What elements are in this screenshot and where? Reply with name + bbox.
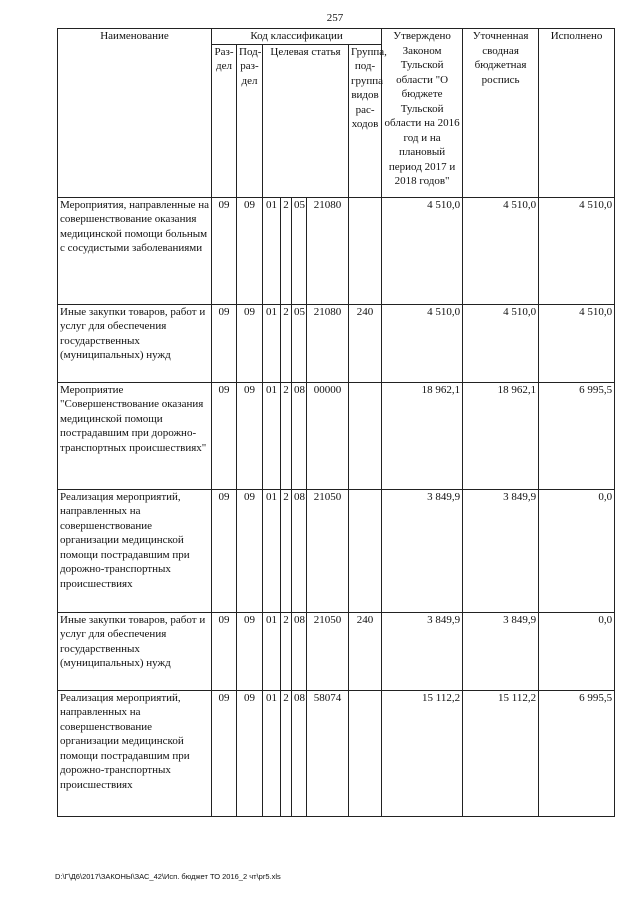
row-name: Иные закупки товаров, работ и услуг для обеспечения государственных (муниципальных) нужд	[58, 612, 212, 690]
row-razdel: 09	[212, 489, 237, 612]
row-target-subprogram: 2	[281, 489, 292, 612]
row-refined: 4 510,0	[463, 197, 539, 304]
row-target-subprogram: 2	[281, 304, 292, 382]
header-razdel: Раз-дел	[212, 44, 237, 197]
row-refined: 15 112,2	[463, 690, 539, 816]
row-podrazdel: 09	[237, 197, 263, 304]
header-executed: Исполнено	[539, 29, 615, 198]
row-approved: 4 510,0	[382, 197, 463, 304]
header-row-1	[58, 29, 615, 45]
row-podrazdel: 09	[237, 489, 263, 612]
row-target-event: 08	[292, 612, 307, 690]
row-executed: 0,0	[539, 612, 615, 690]
row-refined: 4 510,0	[463, 304, 539, 382]
row-executed: 4 510,0	[539, 304, 615, 382]
row-approved: 4 510,0	[382, 304, 463, 382]
row-name: Мероприятие "Совершенствование оказания медицинской помощи пострадавшим при дорожно-транспортных происшествиях"	[58, 382, 212, 489]
row-razdel: 09	[212, 612, 237, 690]
row-target-direction: 58074	[307, 690, 349, 816]
row-target-event: 08	[292, 690, 307, 816]
row-name: Реализация мероприятий, направленных на совершенствование организации медицинской помощи пострадавшим при дорожно-транспортных происшествиях	[58, 690, 212, 816]
table-row	[58, 690, 615, 816]
row-podrazdel: 09	[237, 382, 263, 489]
table-row	[58, 489, 615, 612]
row-target-program: 01	[263, 382, 281, 489]
row-approved: 15 112,2	[382, 690, 463, 816]
header-name: Наименование	[58, 29, 212, 198]
row-target-direction: 21050	[307, 489, 349, 612]
row-target-program: 01	[263, 304, 281, 382]
row-target-direction: 21080	[307, 304, 349, 382]
row-target-subprogram: 2	[281, 690, 292, 816]
row-target-direction: 21050	[307, 612, 349, 690]
row-group: 240	[349, 612, 382, 690]
header-refined: Уточненная сводная бюджетная роспись	[463, 29, 539, 198]
row-target-direction: 21080	[307, 197, 349, 304]
table-row	[58, 382, 615, 489]
row-refined: 3 849,9	[463, 489, 539, 612]
header-group: Группа, под-группа видов рас-ходов	[349, 44, 382, 197]
header-code-group: Код классификации	[212, 29, 382, 45]
row-approved: 3 849,9	[382, 489, 463, 612]
row-name: Мероприятия, направленные на совершенствование оказания медицинской помощи больным с сосудистыми заболеваниями	[58, 197, 212, 304]
row-approved: 18 962,1	[382, 382, 463, 489]
row-razdel: 09	[212, 690, 237, 816]
row-target-event: 05	[292, 304, 307, 382]
row-target-program: 01	[263, 489, 281, 612]
row-target-subprogram: 2	[281, 197, 292, 304]
row-razdel: 09	[212, 197, 237, 304]
row-executed: 6 995,5	[539, 382, 615, 489]
row-target-program: 01	[263, 612, 281, 690]
row-podrazdel: 09	[237, 612, 263, 690]
row-name: Реализация мероприятий, направленных на совершенствование организации медицинской помощи пострадавшим при дорожно-транспортных происшествиях	[58, 489, 212, 612]
table-row	[58, 197, 615, 304]
row-executed: 0,0	[539, 489, 615, 612]
row-target-event: 05	[292, 197, 307, 304]
row-approved: 3 849,9	[382, 612, 463, 690]
table-row	[58, 612, 615, 690]
page-number: 257	[326, 12, 344, 24]
budget-table	[57, 28, 615, 817]
file-path-footer: D:\Г\Д6\2017\ЗАКОНЫ\ЗАС_42\Исп. бюджет ТО 2016_2 чт\pr5.xls	[55, 872, 281, 881]
row-group	[349, 197, 382, 304]
row-razdel: 09	[212, 304, 237, 382]
header-target: Целевая статья	[263, 44, 349, 197]
row-group	[349, 382, 382, 489]
header-approved: Утверждено Законом Тульской области "О бюджете Тульской области на 2016 год и на плановый период 2017 и 2018 годов"	[382, 29, 463, 198]
row-group	[349, 489, 382, 612]
row-target-event: 08	[292, 382, 307, 489]
row-podrazdel: 09	[237, 304, 263, 382]
row-group: 240	[349, 304, 382, 382]
row-razdel: 09	[212, 382, 237, 489]
row-refined: 18 962,1	[463, 382, 539, 489]
row-target-program: 01	[263, 197, 281, 304]
row-podrazdel: 09	[237, 690, 263, 816]
row-target-subprogram: 2	[281, 612, 292, 690]
table-row	[58, 304, 615, 382]
row-target-subprogram: 2	[281, 382, 292, 489]
row-executed: 6 995,5	[539, 690, 615, 816]
row-refined: 3 849,9	[463, 612, 539, 690]
row-name: Иные закупки товаров, работ и услуг для обеспечения государственных (муниципальных) нужд	[58, 304, 212, 382]
row-target-direction: 00000	[307, 382, 349, 489]
row-target-event: 08	[292, 489, 307, 612]
row-executed: 4 510,0	[539, 197, 615, 304]
row-group	[349, 690, 382, 816]
header-podrazdel: Под-раз-дел	[237, 44, 263, 197]
row-target-program: 01	[263, 690, 281, 816]
